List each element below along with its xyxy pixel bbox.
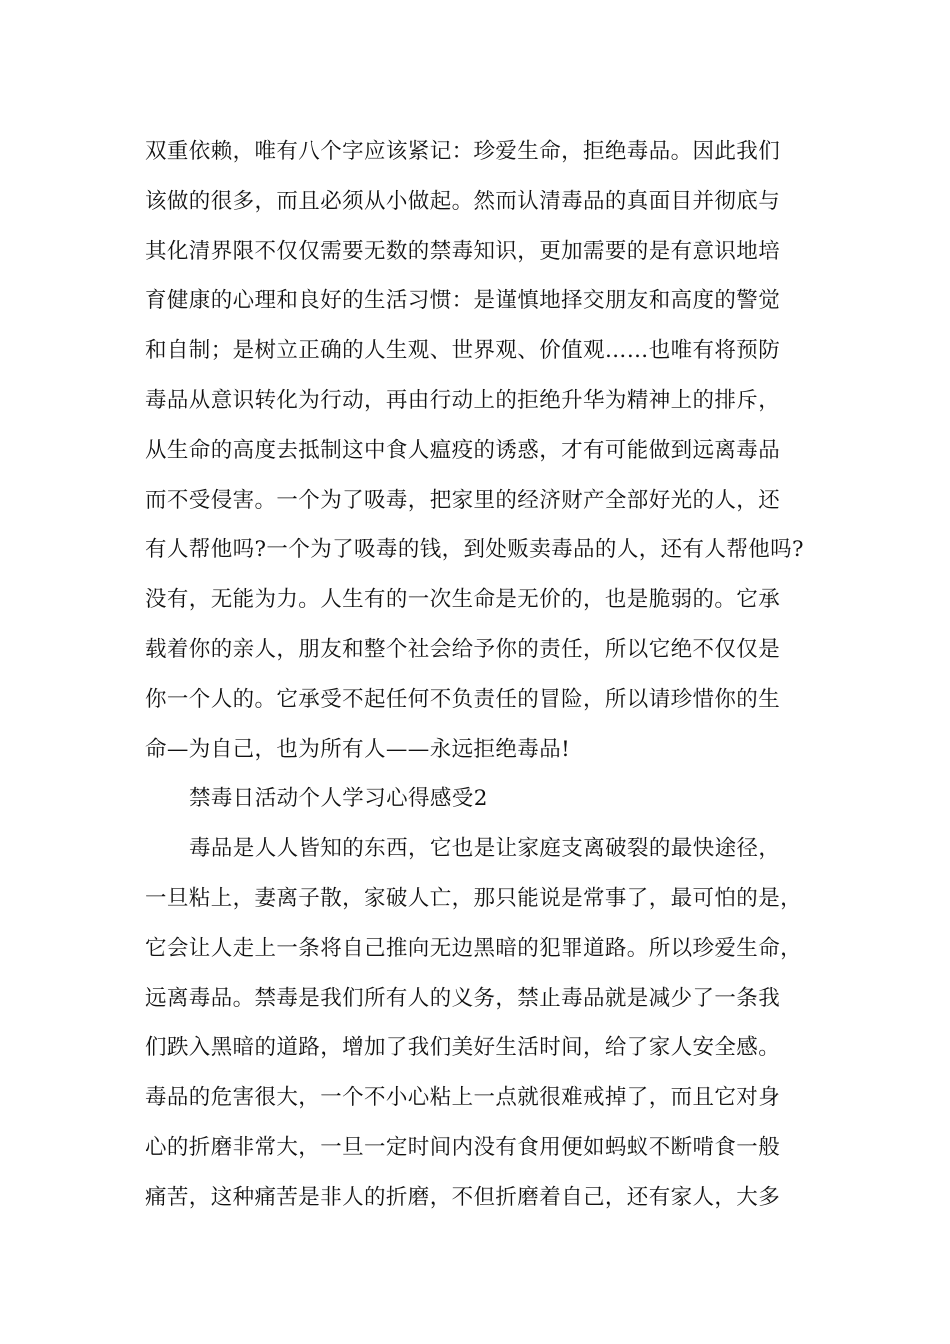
paragraph-line: 从生命的高度去抵制这中食人瘟疫的诱惑，才有可能做到远离毒品 <box>145 437 781 463</box>
paragraph-line: 载着你的亲人，朋友和整个社会给予你的责任，所以它绝不仅仅是 <box>145 636 781 662</box>
paragraph-line: 毒品从意识转化为行动，再由行动上的拒绝升华为精神上的排斥， <box>145 387 781 413</box>
paragraph-line: 命—为自己，也为所有人——永远拒绝毒品! <box>145 736 571 762</box>
paragraph-line: 和自制；是树立正确的人生观、世界观、价值观……也唯有将预防 <box>145 338 781 364</box>
paragraph-line: 有人帮他吗?一个为了吸毒的钱，到处贩卖毒品的人，还有人帮他吗? <box>145 537 804 563</box>
paragraph-line: 毒品的危害很大，一个不小心粘上一点就很难戒掉了，而且它对身 <box>145 1085 781 1111</box>
paragraph-line: 们跌入黑暗的道路，增加了我们美好生活时间，给了家人安全感。 <box>145 1035 781 1061</box>
paragraph-line: 它会让人走上一条将自己推向无边黑暗的犯罪道路。所以珍爱生命， <box>145 935 803 961</box>
paragraph-line: 远离毒品。禁毒是我们所有人的义务，禁止毒品就是减少了一条我 <box>145 985 781 1011</box>
paragraph-line: 痛苦，这种痛苦是非人的折磨，不但折磨着自己，还有家人，大多 <box>145 1184 781 1210</box>
body-text <box>145 127 830 1223</box>
section-heading: 禁毒日活动个人学习心得感受2 <box>189 786 488 812</box>
paragraph-line: 育健康的心理和良好的生活习惯：是谨慎地择交朋友和高度的警觉 <box>145 288 781 314</box>
paragraph-line: 而不受侵害。一个为了吸毒，把家里的经济财产全部好光的人，还 <box>145 487 781 513</box>
paragraph-line: 没有，无能为力。人生有的一次生命是无价的，也是脆弱的。它承 <box>145 587 781 613</box>
paragraph-line: 毒品是人人皆知的东西，它也是让家庭支离破裂的最快途径， <box>189 836 781 862</box>
paragraph-line: 该做的很多，而且必须从小做起。然而认清毒品的真面目并彻底与 <box>145 188 781 214</box>
paragraph-line: 其化清界限不仅仅需要无数的禁毒知识，更加需要的是有意识地培 <box>145 238 781 264</box>
paragraph-line: 你一个人的。它承受不起任何不负责任的冒险，所以请珍惜你的生 <box>145 686 781 712</box>
paragraph-line: 一旦粘上，妻离子散，家破人亡，那只能说是常事了，最可怕的是， <box>145 885 803 911</box>
paragraph-line: 心的折磨非常大，一旦一定时间内没有食用便如蚂蚁不断啃食一般 <box>145 1134 781 1160</box>
paragraph-line: 双重依赖，唯有八个字应该紧记：珍爱生命，拒绝毒品。因此我们 <box>145 139 781 164</box>
